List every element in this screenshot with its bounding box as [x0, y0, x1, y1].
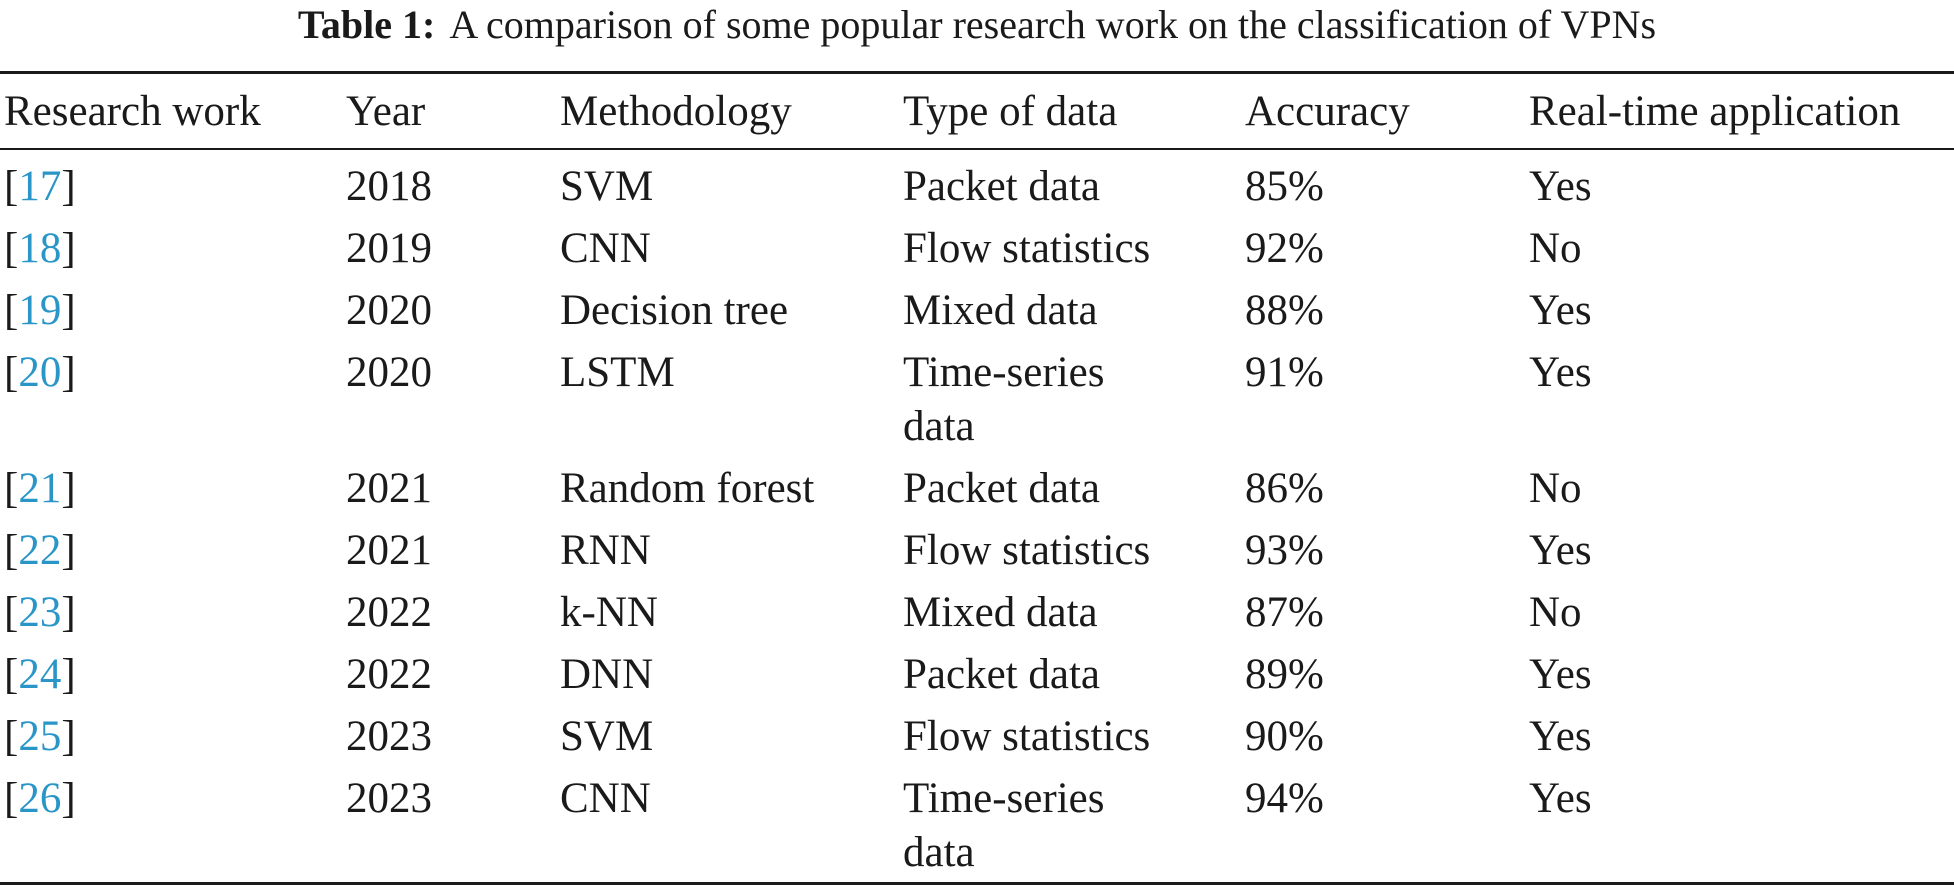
- real-time-cell: No: [1529, 465, 1582, 512]
- type-of-data-cell: Flow statistics: [903, 225, 1151, 272]
- research-work-cell: [21]: [4, 465, 76, 512]
- accuracy-cell: 93%: [1245, 527, 1324, 574]
- year-cell: 2021: [346, 465, 432, 512]
- year-cell: 2021: [346, 527, 432, 574]
- reference-link[interactable]: 23: [18, 589, 62, 636]
- header-type-of-data: Type of data: [903, 88, 1118, 135]
- year-cell: 2023: [346, 775, 432, 822]
- research-work-cell: [17]: [4, 163, 76, 210]
- real-time-cell: Yes: [1529, 163, 1592, 210]
- research-work-cell: [19]: [4, 287, 76, 334]
- year-cell: 2023: [346, 713, 432, 760]
- accuracy-cell: 89%: [1245, 651, 1324, 698]
- methodology-cell: CNN: [560, 775, 651, 822]
- year-cell: 2022: [346, 589, 432, 636]
- methodology-cell: SVM: [560, 163, 654, 210]
- type-of-data-cell: Mixed data: [903, 589, 1098, 636]
- real-time-cell: Yes: [1529, 775, 1592, 822]
- research-work-cell: [22]: [4, 527, 76, 574]
- header-real-time-application: Real-time application: [1529, 88, 1901, 135]
- header-research-work: Research work: [4, 88, 261, 135]
- methodology-cell: RNN: [560, 527, 651, 574]
- accuracy-cell: 87%: [1245, 589, 1324, 636]
- reference-link[interactable]: 19: [18, 287, 62, 334]
- type-of-data-cell: Mixed data: [903, 287, 1098, 334]
- accuracy-cell: 94%: [1245, 775, 1324, 822]
- type-of-data-cell: Packet data: [903, 163, 1100, 210]
- type-of-data-cell: Time-series data: [903, 775, 1105, 876]
- real-time-cell: Yes: [1529, 651, 1592, 698]
- year-cell: 2018: [346, 163, 432, 210]
- header-year: Year: [346, 88, 426, 135]
- table-caption-text: A comparison of some popular research work on the classification of VPNs: [449, 2, 1657, 47]
- header-rule: [0, 148, 1954, 150]
- year-cell: 2019: [346, 225, 432, 272]
- accuracy-cell: 91%: [1245, 349, 1324, 396]
- accuracy-cell: 90%: [1245, 713, 1324, 760]
- type-of-data-cell: Flow statistics: [903, 527, 1151, 574]
- research-work-cell: [24]: [4, 651, 76, 698]
- accuracy-cell: 92%: [1245, 225, 1324, 272]
- header-methodology: Methodology: [560, 88, 792, 135]
- bottom-rule: [0, 882, 1954, 885]
- accuracy-cell: 86%: [1245, 465, 1324, 512]
- methodology-cell: Random forest: [560, 465, 815, 512]
- year-cell: 2022: [346, 651, 432, 698]
- type-of-data-cell: Packet data: [903, 465, 1100, 512]
- real-time-cell: No: [1529, 589, 1582, 636]
- type-of-data-cell: Packet data: [903, 651, 1100, 698]
- real-time-cell: Yes: [1529, 287, 1592, 334]
- reference-link[interactable]: 22: [18, 527, 62, 574]
- reference-link[interactable]: 25: [18, 713, 62, 760]
- reference-link[interactable]: 18: [18, 225, 62, 272]
- real-time-cell: Yes: [1529, 527, 1592, 574]
- methodology-cell: Decision tree: [560, 287, 789, 334]
- reference-link[interactable]: 20: [18, 349, 62, 396]
- methodology-cell: DNN: [560, 651, 654, 698]
- table-caption: [0, 0, 1954, 50]
- methodology-cell: SVM: [560, 713, 654, 760]
- research-work-cell: [23]: [4, 589, 76, 636]
- research-work-cell: [20]: [4, 349, 76, 396]
- reference-link[interactable]: 17: [18, 163, 62, 210]
- year-cell: 2020: [346, 287, 432, 334]
- type-of-data-cell: Time-series data: [903, 349, 1105, 450]
- methodology-cell: CNN: [560, 225, 651, 272]
- research-work-cell: [25]: [4, 713, 76, 760]
- methodology-cell: LSTM: [560, 349, 675, 396]
- year-cell: 2020: [346, 349, 432, 396]
- real-time-cell: Yes: [1529, 713, 1592, 760]
- methodology-cell: k-NN: [560, 589, 658, 636]
- table-label: Table 1:: [297, 2, 436, 47]
- accuracy-cell: 88%: [1245, 287, 1324, 334]
- reference-link[interactable]: 24: [18, 651, 62, 698]
- reference-link[interactable]: 26: [18, 775, 62, 822]
- type-of-data-cell: Flow statistics: [903, 713, 1151, 760]
- header-accuracy: Accuracy: [1245, 88, 1410, 135]
- research-work-cell: [18]: [4, 225, 76, 272]
- real-time-cell: Yes: [1529, 349, 1592, 396]
- research-work-cell: [26]: [4, 775, 76, 822]
- accuracy-cell: 85%: [1245, 163, 1324, 210]
- reference-link[interactable]: 21: [18, 465, 62, 512]
- top-rule: [0, 71, 1954, 74]
- real-time-cell: No: [1529, 225, 1582, 272]
